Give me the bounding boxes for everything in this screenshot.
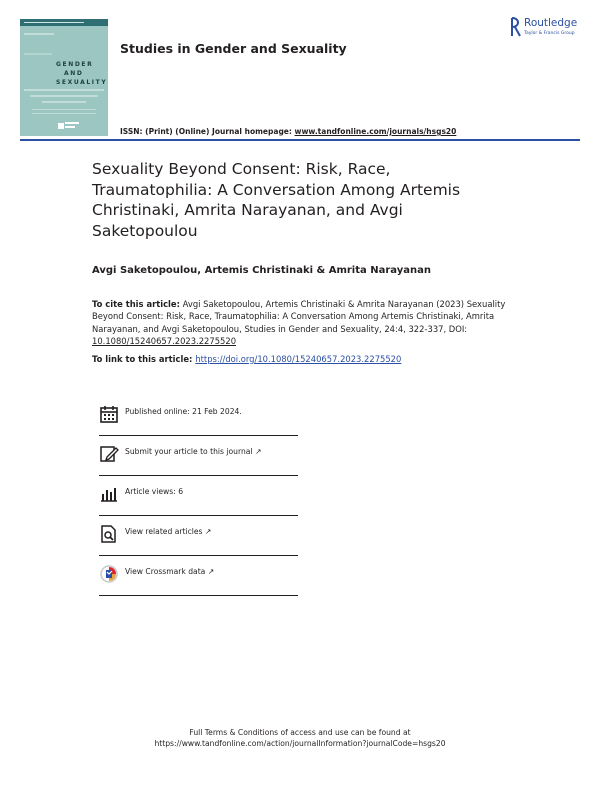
external-link-icon: ↗: [204, 527, 212, 536]
cover-publisher-logo: [58, 123, 64, 129]
citation-block: [92, 298, 522, 347]
article-doi-link[interactable]: https://doi.org/10.1080/15240657.2023.2275520: [195, 354, 402, 364]
article-views: Article views: 6: [125, 487, 184, 496]
info-item-published: [99, 395, 298, 436]
crossmark-label: View Crossmark data: [125, 567, 206, 576]
cover-decor-bar: [24, 33, 54, 35]
cover-decor-bar: [32, 113, 96, 114]
cover-publisher-logo: [65, 126, 75, 128]
link-label: To link to this article:: [92, 354, 196, 364]
citation-text: Avgi Saketopoulou, Artemis Christinaki & Amrita Narayanan (2023) Sexuality Beyond Consent: Risk, Race, Traumatophilia: A Conversation Among Artemis Christinaki, Amrita Narayanan, and Avgi Saketopoulou, Studies in Gender and Sexuality, 24:4, 322-337, DOI:: [92, 299, 506, 334]
cover-decor-bar: [30, 95, 98, 97]
cover-word-1: GENDER: [56, 61, 94, 68]
citation-label: To cite this article:: [92, 299, 180, 309]
cover-word-2: AND: [64, 70, 84, 77]
cover-word-3: SEXUALITY: [56, 79, 108, 86]
issn-line: [120, 127, 456, 136]
footer-terms-line: Full Terms & Conditions of access and use can be found at: [189, 728, 411, 737]
citation-doi-link[interactable]: 10.1080/15240657.2023.2275520: [92, 335, 237, 346]
footer-terms-link[interactable]: https://www.tandfonline.com/action/journalInformation?journalCode=hsgs20: [154, 739, 446, 748]
related-articles-label: View related articles: [125, 527, 203, 536]
cover-decor-bar: [32, 109, 96, 110]
cover-decor-bar: [24, 53, 52, 55]
header-divider: [20, 139, 580, 141]
external-link-icon: ↗: [254, 447, 262, 456]
external-link-icon: ↗: [207, 567, 215, 576]
journal-homepage-link[interactable]: www.tandfonline.com/journals/hsgs20: [294, 127, 457, 136]
info-item-views: [99, 475, 298, 516]
info-item-related[interactable]: [99, 515, 298, 556]
submit-article-link[interactable]: [125, 447, 261, 456]
publisher-name: Routledge: [524, 17, 578, 29]
cover-header-line: [24, 22, 84, 23]
info-item-submit[interactable]: [99, 435, 298, 476]
journal-title[interactable]: Studies in Gender and Sexuality: [120, 41, 347, 56]
related-articles-link[interactable]: [125, 527, 211, 536]
info-item-crossmark[interactable]: [99, 555, 298, 596]
article-authors: Avgi Saketopoulou, Artemis Christinaki & Amrita Narayanan: [92, 265, 431, 276]
submit-article-label: Submit your article to this journal: [125, 447, 253, 456]
bar-chart-icon: [99, 484, 119, 504]
issn-label: ISSN: (Print) (Online) Journal homepage:: [120, 127, 295, 136]
published-date: Published online: 21 Feb 2024.: [125, 407, 242, 416]
crossmark-link[interactable]: [125, 567, 214, 576]
related-articles-icon: [99, 524, 119, 544]
routledge-r-icon: [510, 17, 522, 37]
publisher-tagline: Taylor & Francis Group: [524, 31, 575, 36]
cover-publisher-logo: [65, 122, 79, 124]
crossmark-icon: [99, 564, 119, 584]
article-title: Sexuality Beyond Consent: Risk, Race, Traumatophilia: A Conversation Among Artemis Christinaki, Amrita Narayanan, and Avgi Saketopoulou: [92, 160, 461, 240]
calendar-icon: [99, 404, 119, 424]
edit-icon: [99, 444, 119, 464]
cover-decor-bar: [24, 89, 104, 91]
journal-cover-image: [20, 19, 108, 136]
article-link-line: [92, 354, 401, 364]
cover-decor-bar: [42, 101, 86, 103]
